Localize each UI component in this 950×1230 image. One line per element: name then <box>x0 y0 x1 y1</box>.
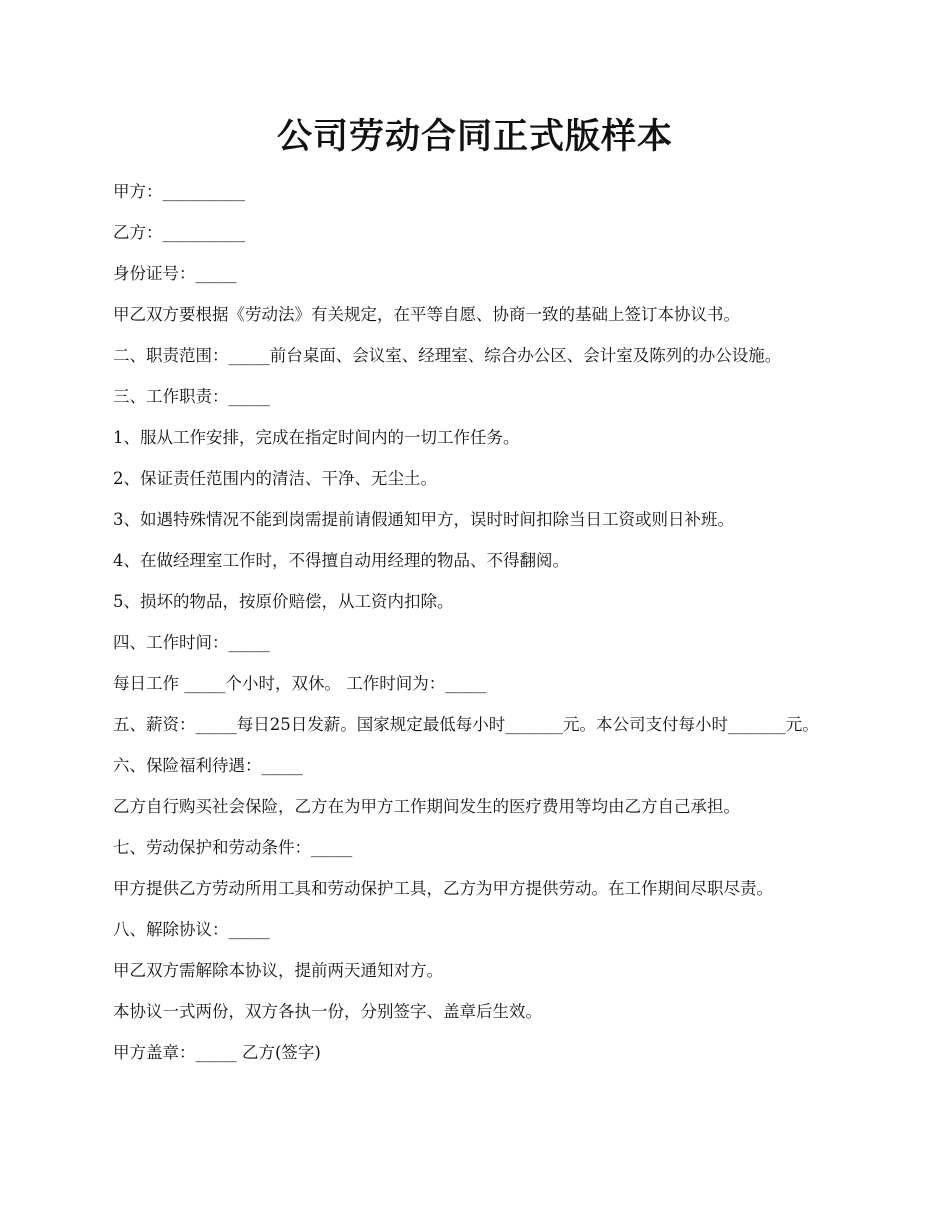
insurance-detail: 乙方自行购买社会保险，乙方在为甲方工作期间发生的医疗费用等均由乙方自己承担。 <box>113 797 740 816</box>
section-termination: 八、解除协议：_____ <box>113 920 270 939</box>
duty-item-4: 4、在做经理室工作时，不得擅自动用经理的物品、不得翻阅。 <box>113 551 569 570</box>
termination-detail: 甲乙双方需解除本协议，提前两天通知对方。 <box>113 961 443 980</box>
id-number-line: 身份证号：_____ <box>113 264 237 283</box>
signature-line: 甲方盖章：_____ 乙方(签字) <box>113 1043 321 1062</box>
work-hours-detail: 每日工作 _____个小时，双休。 工作时间为：_____ <box>113 674 487 693</box>
document-body <box>113 180 853 1082</box>
duty-item-2: 2、保证责任范围内的清洁、干净、无尘土。 <box>113 469 437 488</box>
duty-item-5: 5、损坏的物品，按原价赔偿，从工资内扣除。 <box>113 592 454 611</box>
duty-item-1: 1、服从工作安排，完成在指定时间内的一切工作任务。 <box>113 428 520 447</box>
section-duty-scope: 二、职责范围：_____前台桌面、会议室、经理室、综合办公区、会计室及陈列的办公设施。 <box>113 346 782 365</box>
section-insurance: 六、保险福利待遇：_____ <box>113 756 303 775</box>
labor-protection-detail: 甲方提供乙方劳动所用工具和劳动保护工具，乙方为甲方提供劳动。在工作期间尽职尽责。 <box>113 879 773 898</box>
section-work-hours: 四、工作时间：_____ <box>113 633 270 652</box>
section-labor-protection: 七、劳动保护和劳动条件：_____ <box>113 838 353 857</box>
preamble-paragraph: 甲乙双方要根据《劳动法》有关规定，在平等自愿、协商一致的基础上签订本协议书。 <box>113 305 740 324</box>
document-title: 公司劳动合同正式版样本 <box>276 117 673 157</box>
party-b-line: 乙方：__________ <box>113 223 245 242</box>
duty-item-3: 3、如遇特殊情况不能到岗需提前请假通知甲方，误时时间扣除当日工资或则日补班。 <box>113 510 734 529</box>
copies-clause: 本协议一式两份，双方各执一份，分别签字、盖章后生效。 <box>113 1002 542 1021</box>
section-salary: 五、薪资：_____每日25日发薪。国家规定最低每小时_______元。本公司支付每小时_______元。 <box>113 715 819 734</box>
section-job-duties: 三、工作职责：_____ <box>113 387 270 406</box>
party-a-line: 甲方：__________ <box>113 182 245 201</box>
